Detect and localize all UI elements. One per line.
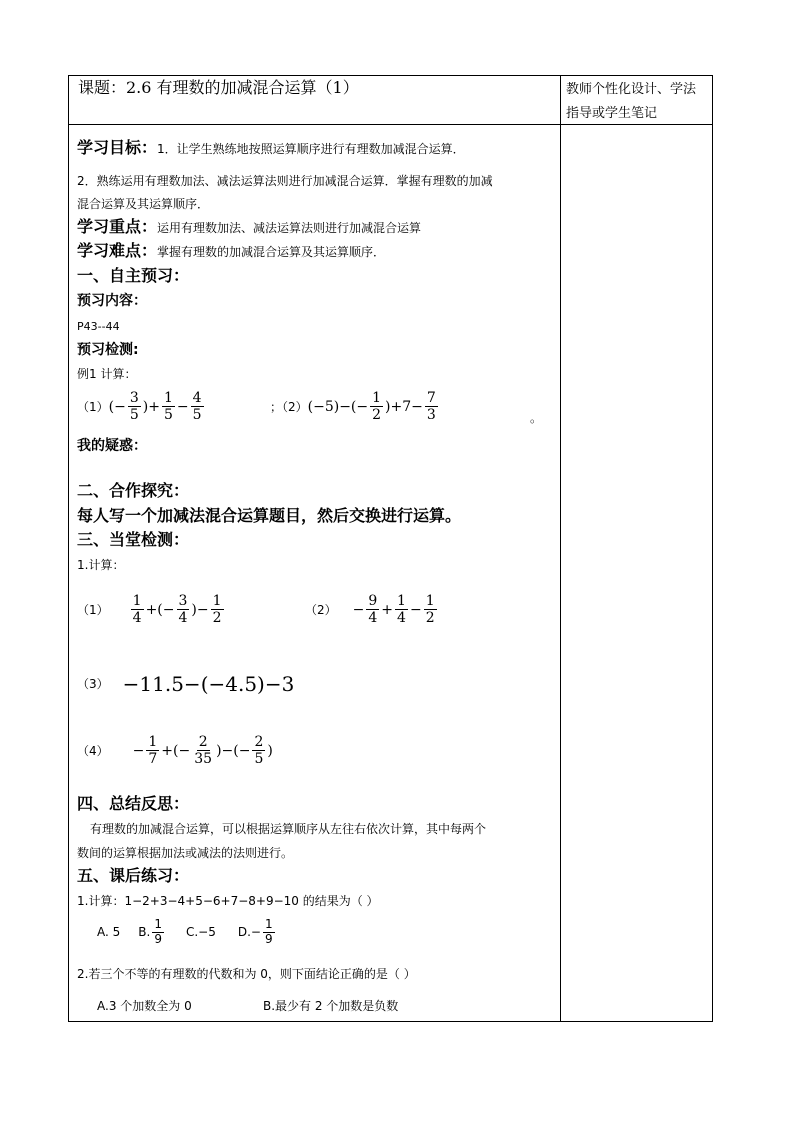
cooperate-text: 每人写一个加减法混合运算题目，然后交换进行运算。 — [77, 506, 462, 525]
ex1-fraction-1: $\frac{3}{5}$ — [129, 390, 139, 424]
q1-option-c: C.−5 — [185, 925, 216, 940]
p2-text-a: − — [352, 601, 365, 618]
p4-text-d: ) — [267, 742, 273, 759]
p1-fraction-2: $\frac{3}{4}$ — [178, 593, 188, 627]
q2-option-a: A.3 个加数全为 0 — [97, 999, 192, 1013]
p4-label: （4） — [77, 743, 109, 758]
learning-goals — [77, 140, 465, 156]
ex2-label: ；（2） — [270, 399, 308, 414]
p4-fraction-2: $\frac{2}{35}$ — [194, 734, 213, 768]
side-column-title-line1: 教师个性化设计、学法 — [566, 82, 697, 97]
homework-q1: 1.计算：1−2+3−4+5−6+7−8+9−10 的结果为（ ） — [77, 894, 379, 908]
p1-fraction-1: $\frac{1}{4}$ — [132, 593, 142, 627]
p1-label: （1） — [77, 602, 109, 617]
ex1-text-b: )+ — [142, 398, 160, 415]
header-divider — [68, 124, 713, 125]
q1-option-d-fraction: $\frac{1}{9}$ — [264, 917, 273, 946]
side-column-title-line2: 指导或学生笔记 — [566, 106, 658, 121]
p1-text-b: )− — [191, 601, 209, 618]
goal-item-1: 1．让学生熟练地按照运算顺序进行有理数加减混合运算． — [157, 142, 465, 156]
p4-fraction-3: $\frac{2}{5}$ — [254, 734, 264, 768]
ex2-end: 。 — [530, 411, 543, 425]
difficulty-label: 学习难点： — [77, 241, 158, 260]
column-divider — [560, 75, 561, 1022]
check-problem-4 — [77, 734, 273, 767]
q1-option-b: B. — [138, 925, 151, 940]
ex1-text-c: − — [176, 398, 189, 415]
p2-label: （2） — [305, 602, 337, 617]
p2-fraction-1: $\frac{9}{4}$ — [368, 593, 378, 627]
goal-item-2-line1: 2．熟练运用有理数加法、减法运算法则进行加减混合运算．掌握有理数的加减 — [77, 174, 493, 188]
check-problem-2 — [305, 593, 439, 626]
check-heading: 三、当堂检测： — [77, 530, 190, 549]
preview-check-label: 预习检测: — [77, 342, 139, 358]
key-point — [77, 219, 421, 235]
ex2-fraction-1: $\frac{1}{2}$ — [372, 390, 382, 424]
p3-expression: −11.5−(−4.5)−3 — [122, 672, 295, 696]
lesson-title: 课题：2.6 有理数的加减混合运算（1） — [78, 78, 359, 97]
ex1-fraction-3: $\frac{4}{5}$ — [192, 390, 202, 424]
q1-option-d: D.− — [237, 925, 261, 940]
key-point-label: 学习重点： — [77, 217, 158, 236]
summary-line-2: 数间的运算根据加法或减法的法则进行。 — [77, 846, 294, 860]
example-problem-1 — [77, 390, 206, 423]
p2-fraction-3: $\frac{1}{2}$ — [425, 593, 435, 627]
key-point-text: 运用有理数加法、减法运算法则进行加减混合运算 — [157, 221, 422, 235]
summary-heading: 四、总结反思： — [77, 794, 190, 813]
homework-heading: 五、课后练习： — [77, 866, 190, 885]
ex2-text-b: )+7− — [385, 398, 423, 415]
q1-option-b-fraction: $\frac{1}{9}$ — [154, 917, 162, 946]
preview-pages: P43--44 — [77, 320, 120, 333]
check-problem-1 — [77, 593, 226, 626]
example-label: 例1 计算： — [77, 367, 137, 381]
preview-content-label: 预习内容： — [77, 293, 147, 309]
summary-line-1: 有理数的加减混合运算，可以根据运算顺序从左往右依次计算，其中每两个 — [90, 822, 487, 836]
goals-label: 学习目标： — [77, 138, 158, 157]
ex2-fraction-2: $\frac{7}{3}$ — [426, 390, 436, 424]
example-problem-2 — [270, 390, 440, 423]
p4-text-a: − — [132, 742, 145, 759]
cooperate-heading: 二、合作探究： — [77, 481, 190, 500]
ex2-text-a: (−5)−(− — [307, 398, 369, 415]
p4-text-c: )−(− — [216, 742, 251, 759]
p2-text-c: − — [409, 601, 422, 618]
p1-fraction-3: $\frac{1}{2}$ — [212, 593, 222, 627]
homework-q2: 2.若三个不等的有理数的代数和为 0，则下面结论正确的是（ ） — [77, 967, 416, 981]
ex1-label: （1） — [77, 399, 109, 414]
p2-text-b: + — [381, 601, 394, 618]
difficulty-text: 掌握有理数的加减混合运算及其运算顺序． — [157, 245, 386, 259]
goal-item-2-line2: 混合运算及其运算顺序． — [77, 197, 210, 211]
ex1-text-a: (− — [108, 398, 126, 415]
q1-option-a: A. 5 — [97, 925, 121, 940]
homework-q1-options — [97, 918, 277, 947]
check-intro: 1.计算： — [77, 558, 125, 572]
difficulty — [77, 243, 385, 259]
ex1-fraction-2: $\frac{1}{5}$ — [163, 390, 173, 424]
check-problem-3 — [77, 674, 294, 694]
doubt-label: 我的疑惑： — [77, 438, 147, 454]
q2-option-b: B.最少有 2 个加数是负数 — [263, 999, 399, 1013]
p4-text-b: +(− — [161, 742, 191, 759]
p1-text-a: +(− — [145, 601, 175, 618]
preview-heading: 一、自主预习： — [77, 266, 190, 285]
p3-label: （3） — [77, 677, 109, 691]
p4-fraction-1: $\frac{1}{7}$ — [148, 734, 158, 768]
p2-fraction-2: $\frac{1}{4}$ — [397, 593, 406, 627]
